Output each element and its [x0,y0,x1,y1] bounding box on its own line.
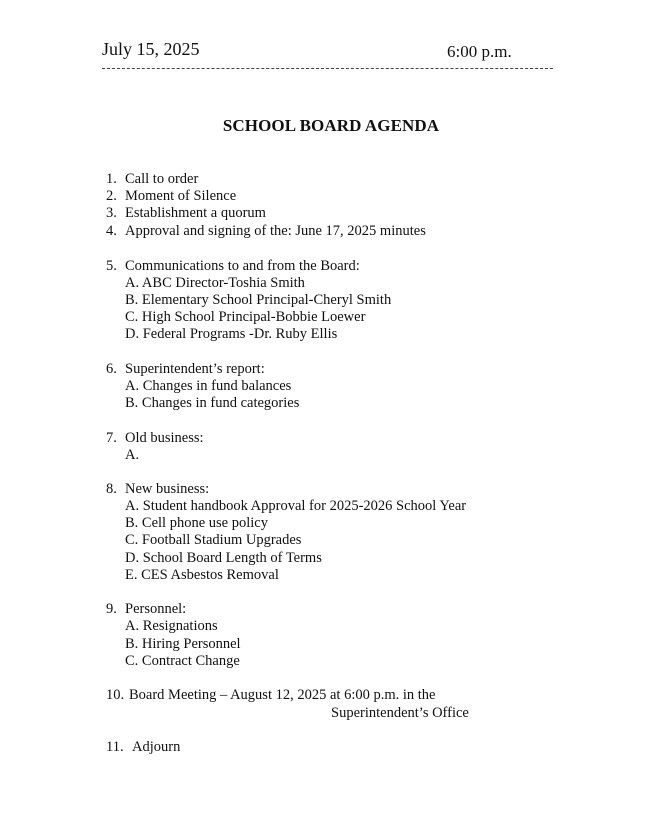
agenda-item-call-to-order: Call to order [125,171,199,187]
sub-item: B. Changes in fund categories [125,395,300,411]
sub-item: C. Contract Change [125,653,240,669]
item-number: 1. [106,171,117,187]
sub-item: D. School Board Length of Terms [125,550,322,566]
sub-item: C. Football Stadium Upgrades [125,532,302,548]
agenda-item-board-meeting: Board Meeting – August 12, 2025 at 6:00 p.m. in the [129,687,436,703]
agenda-item-adjourn: Adjourn [132,739,181,755]
meeting-time: 6:00 p.m. [447,42,512,61]
agenda-item-communications: Communications to and from the Board: [125,258,360,274]
agenda-item-moment-of-silence: Moment of Silence [125,188,237,204]
agenda-item-approval-minutes: Approval and signing of the: June 17, 2025 minutes [125,223,426,239]
sub-item: A. Resignations [125,618,218,634]
item-number: 10. [106,687,125,703]
item-number: 2. [106,188,117,204]
sub-item: D. Federal Programs -Dr. Ruby Ellis [125,326,338,342]
item-number: 6. [106,361,117,377]
agenda-item-old-business: Old business: [125,430,204,446]
sub-item: B. Cell phone use policy [125,515,268,531]
header-divider [102,68,553,69]
sub-item: A. Changes in fund balances [125,378,292,394]
sub-item: B. Hiring Personnel [125,636,241,652]
agenda-item-personnel: Personnel: [125,601,187,617]
agenda-item-quorum: Establishment a quorum [125,205,266,221]
item-number: 7. [106,430,117,446]
sub-item: B. Elementary School Principal-Cheryl Smith [125,292,392,308]
sub-item: A. ABC Director-Toshia Smith [125,275,305,291]
item-number: 5. [106,258,117,274]
sub-item: E. CES Asbestos Removal [125,567,279,583]
item-number: 11. [106,739,124,755]
meeting-date: July 15, 2025 [102,39,200,59]
sub-item: A. Student handbook Approval for 2025-2026 School Year [125,498,467,514]
item-number: 9. [106,601,117,617]
page-title: SCHOOL BOARD AGENDA [222,116,440,135]
item-number: 8. [106,481,117,497]
item-number: 3. [106,205,117,221]
board-meeting-location: Superintendent’s Office [331,705,469,721]
sub-item: A. [125,447,140,463]
item-number: 4. [106,223,117,239]
agenda-item-new-business: New business: [125,481,210,497]
sub-item: C. High School Principal-Bobbie Loewer [125,309,366,325]
agenda-item-superintendent-report: Superintendent’s report: [125,361,265,377]
